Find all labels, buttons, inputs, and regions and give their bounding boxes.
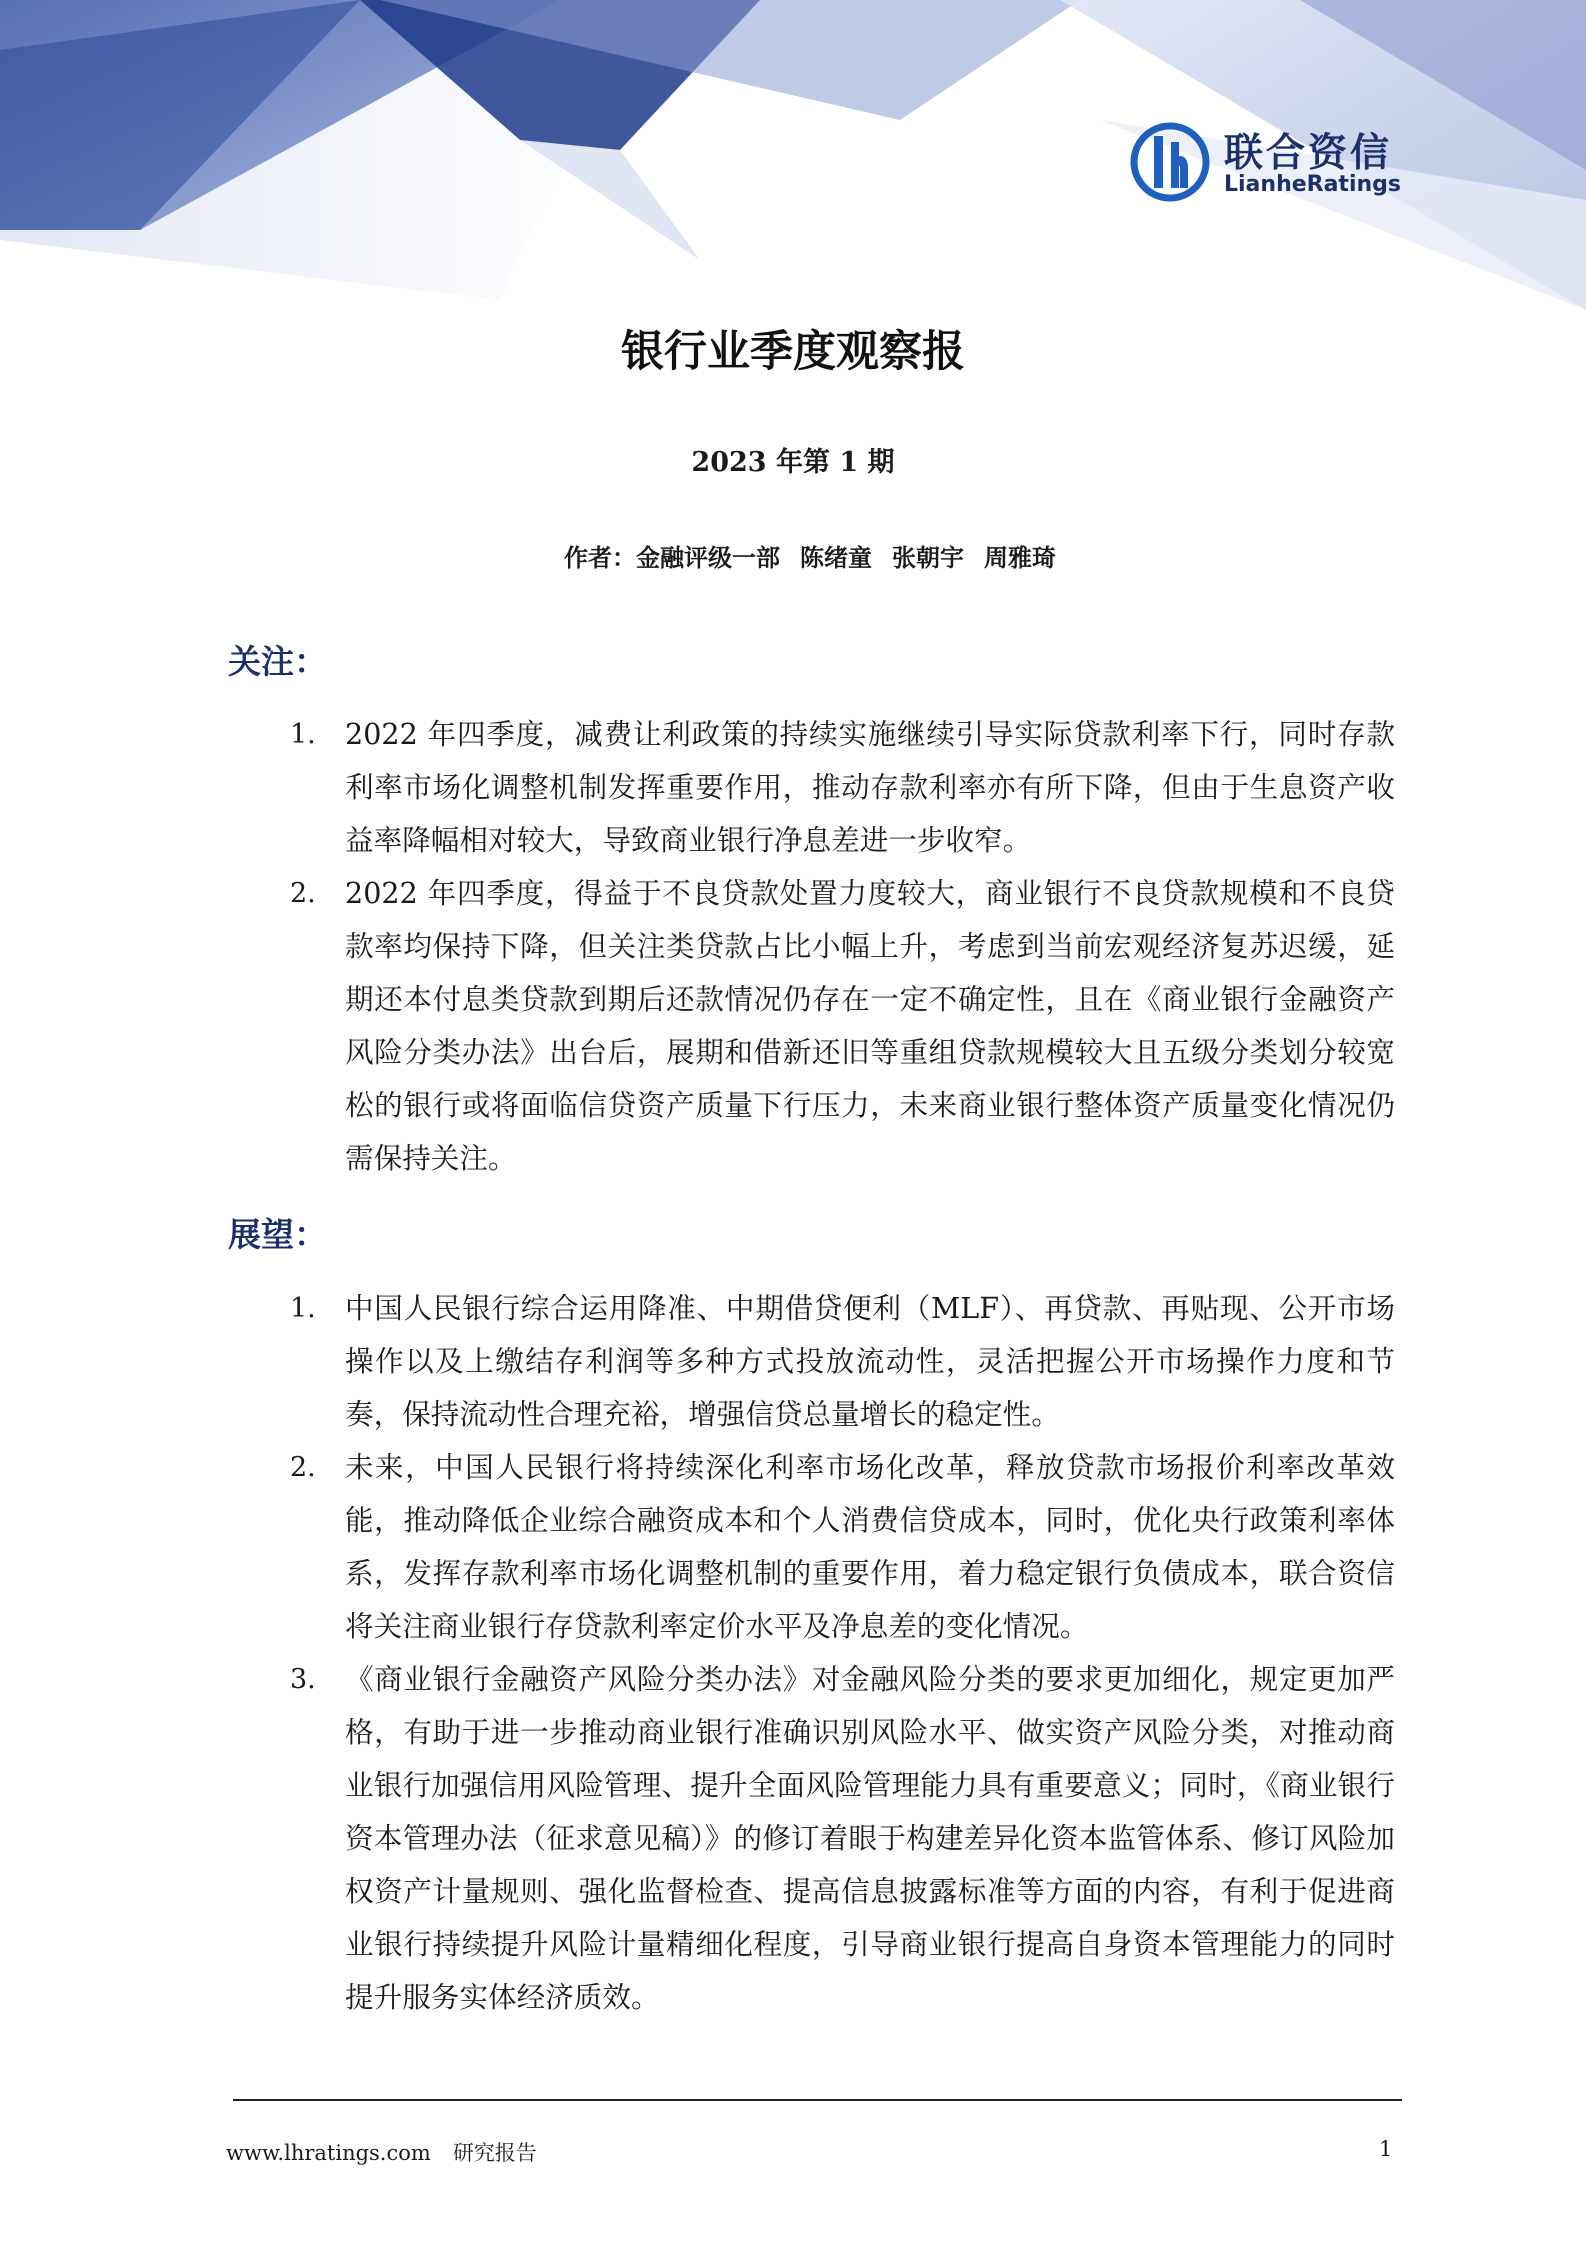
outlook-heading: 展望： [228,1215,327,1254]
list-text: 《商业银行金融资产风险分类办法》对金融风险分类的要求更加细化，规定更加严格，有助于进一步推动商业银行准确识别风险水平、做实资产风险分类，对推动商业银行加强信用风险管理、提升全面风险管理能力具有重要意义；同时，《商业银行资本管理办法（征求意见稿）》的修订着眼于构建差异化资本监管体系、修订风险加权资产计量规则、强化监督检查、提高信息披露标准等方面的内容，有利于促进商业银行持续提升风险计量精细化程度，引导商业银行提高自身资本管理能力的同时提升服务实体经济质效。 [345,1662,1395,2014]
footer-info [226,2137,537,2167]
author-name: 张朝宇 [892,544,964,572]
list-item [0,867,1586,1185]
list-text: 2022 年四季度，得益于不良贷款处置力度较大，商业银行不良贷款规模和不良贷款率均保持下降，但关注类贷款占比小幅上升，考虑到当前宏观经济复苏迟缓，延期还本付息类贷款到期后还款情况仍存在一定不确定性，且在《商业银行金融资产风险分类办法》出台后，展期和借新还旧等重组贷款规模较大且五级分类划分较宽松的银行或将面临信贷资产质量下行压力，未来商业银行整体资产质量变化情况仍需保持关注。 [345,876,1395,1175]
list-number: 2. [290,1452,316,1483]
list-item [0,1282,1586,1441]
logo-name-cn: 联合资信 [1224,131,1393,176]
list-number: 1. [290,719,316,750]
page-number: 1 [1379,2137,1393,2161]
author-label: 作者：金融评级一部 [564,544,780,572]
author-name: 周雅琦 [984,544,1056,572]
outlook-list [0,1282,1586,2024]
list-text: 未来，中国人民银行将持续深化利率市场化改革，释放贷款市场报价利率改革效能，推动降低企业综合融资成本和个人消费信贷成本，同时，优化央行政策利率体系，发挥存款利率市场化调整机制的重要作用，着力稳定银行负债成本，联合资信将关注商业银行存贷款利率定价水平及净息差的变化情况。 [345,1450,1395,1643]
lianhe-logo-icon [1128,120,1212,204]
lianhe-logo [1128,120,1428,210]
list-item [0,708,1586,867]
focus-heading: 关注： [228,642,327,681]
report-title: 银行业季度观察报 [621,327,965,377]
footer-label: 研究报告 [452,2141,537,2165]
logo-name-en: LianheRatings [1224,172,1401,197]
list-number: 2. [290,878,316,909]
focus-list [0,708,1586,1185]
list-item [0,1653,1586,2024]
list-number: 1. [290,1293,316,1324]
list-text: 2022 年四季度，减费让利政策的持续实施继续引导实际贷款利率下行，同时存款利率市场化调整机制发挥重要作用，推动存款利率亦有所下降，但由于生息资产收益率降幅相对较大，导致商业银行净息差进一步收窄。 [345,717,1395,857]
list-item [0,1441,1586,1653]
author-name: 陈绪童 [800,544,872,572]
author-line [564,538,1076,573]
footer-website: www.lhratings.com [226,2141,431,2165]
list-number: 3. [290,1664,316,1695]
list-text: 中国人民银行综合运用降准、中期借贷便利（MLF）、再贷款、再贴现、公开市场操作以及上缴结存利润等多种方式投放流动性，灵活把握公开市场操作力度和节奏，保持流动性合理充裕，增强信贷总量增长的稳定性。 [345,1291,1395,1431]
report-issue: 2023 年第 1 期 [691,447,895,478]
footer-divider [233,2099,1402,2101]
